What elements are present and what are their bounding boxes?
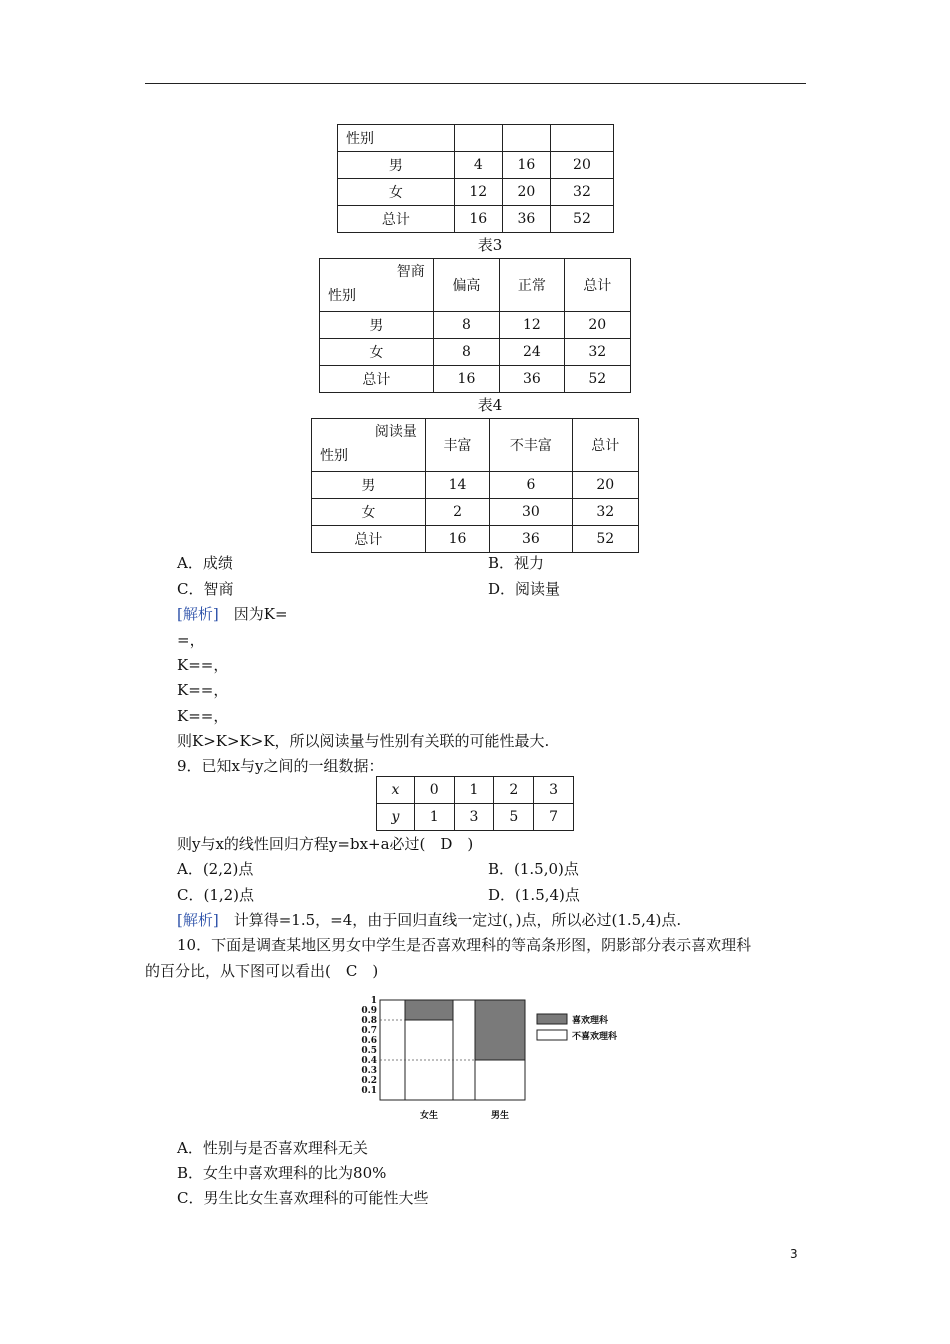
bar-segment — [475, 1000, 525, 1060]
q10-stem-line-2: 的百分比，从下图可以看出( C ) — [145, 962, 379, 980]
y-tick-label: 0.6 — [361, 1036, 377, 1046]
q8-conclusion: 则K>K>K>K，所以阅读量与性别有关联的可能性最大. — [177, 732, 550, 750]
y-tick-label: 0.9 — [361, 1006, 377, 1016]
legend-swatch — [537, 1030, 567, 1040]
y-tick-label: 0.3 — [361, 1066, 377, 1076]
x-category-label: 女生 — [419, 1111, 439, 1121]
table-row: 女 8 24 32 — [320, 339, 631, 366]
y-tick-label: 0.7 — [361, 1026, 377, 1036]
q8-analysis-line-3: K==， — [177, 656, 229, 674]
stacked-bar-chart — [355, 990, 645, 1130]
q9-stem: 9．已知x与y之间的一组数据： — [177, 757, 384, 775]
header-rule — [145, 83, 806, 84]
q10-option-c: C．男生比女生喜欢理科的可能性大些 — [177, 1189, 429, 1207]
q8-analysis-line-5: K==， — [177, 707, 229, 725]
q8-analysis-line-1: [解析] 因为K= — [177, 605, 288, 623]
q10-option-a: A．性别与是否喜欢理科无关 — [177, 1139, 368, 1157]
table-row: 总计 16 36 52 — [312, 526, 639, 553]
y-tick-label: 1 — [370, 996, 377, 1006]
chart-frame-gap — [453, 1000, 475, 1100]
table-row: x 0 1 2 3 — [377, 777, 574, 804]
x-category-label: 男生 — [490, 1111, 510, 1121]
q9-option-a: A．(2,2)点 — [177, 860, 254, 878]
table-row: 男 14 6 20 — [312, 472, 639, 499]
analysis-tag: [解析] — [177, 911, 219, 929]
q8-option-d: D．阅读量 — [488, 580, 561, 598]
q8-analysis-line-2: =， — [177, 631, 205, 649]
table-2-header-label: 性别 — [338, 125, 455, 152]
q9-analysis: [解析] 计算得=1.5，=4，由于回归直线一定过(，)点，所以必过(1.5,4)点. — [177, 911, 682, 929]
y-tick-label: 0.8 — [361, 1016, 377, 1026]
y-tick-label: 0.1 — [361, 1086, 377, 1096]
bar-segment — [475, 1060, 525, 1100]
q10-option-b: B．女生中喜欢理科的比为80% — [177, 1164, 387, 1182]
table-row: 总计 16 36 52 — [338, 206, 614, 233]
page-number: 3 — [790, 1247, 798, 1261]
q8-option-b: B．视力 — [488, 554, 545, 572]
y-tick-label: 0.2 — [361, 1076, 377, 1086]
q8-analysis-line-4: K==， — [177, 681, 229, 699]
q9-data-table — [376, 776, 574, 831]
table-row: 总计 16 36 52 — [320, 366, 631, 393]
table-3-corner: 智商 性别 — [320, 259, 434, 312]
legend-label: 喜欢理科 — [572, 1016, 609, 1026]
table-3: 智商 性别 偏高 正常 总计 男 8 12 20 女 8 24 32 总计 16 36 52 — [319, 258, 631, 393]
table-2 — [337, 124, 614, 233]
table-row: 女 2 30 32 — [312, 499, 639, 526]
bar-segment — [405, 1000, 453, 1020]
q8-option-c: C．智商 — [177, 580, 234, 598]
table-row: 男 4 16 20 — [338, 152, 614, 179]
q9-option-c: C．(1,2)点 — [177, 886, 255, 904]
y-tick-label: 0.5 — [361, 1046, 377, 1056]
legend-swatch — [537, 1014, 567, 1024]
table-4-caption: 表4 — [477, 396, 503, 414]
table-row: y 1 3 5 7 — [377, 804, 574, 831]
table-4: 阅读量 性别 丰富 不丰富 总计 男 14 6 20 女 2 30 32 总计 16 36 52 — [311, 418, 639, 553]
y-tick-label: 0.4 — [361, 1056, 377, 1066]
table-3-caption: 表3 — [477, 236, 503, 254]
q10-stem-line-1: 10．下面是调查某地区男女中学生是否喜欢理科的等高条形图，阴影部分表示喜欢理科 — [177, 936, 752, 954]
q9-option-b: B．(1.5,0)点 — [488, 860, 579, 878]
table-row: 男 8 12 20 — [320, 312, 631, 339]
table-row: 女 12 20 32 — [338, 179, 614, 206]
q9-option-d: D．(1.5,4)点 — [488, 886, 580, 904]
chart-frame-left — [380, 1000, 405, 1100]
table-4-corner: 阅读量 性别 — [312, 419, 426, 472]
analysis-tag: [解析] — [177, 605, 219, 623]
legend-label: 不喜欢理科 — [572, 1032, 618, 1042]
q8-option-a: A．成绩 — [177, 554, 233, 572]
q9-question: 则y与x的线性回归方程y=bx+a必过( D ) — [177, 835, 474, 853]
